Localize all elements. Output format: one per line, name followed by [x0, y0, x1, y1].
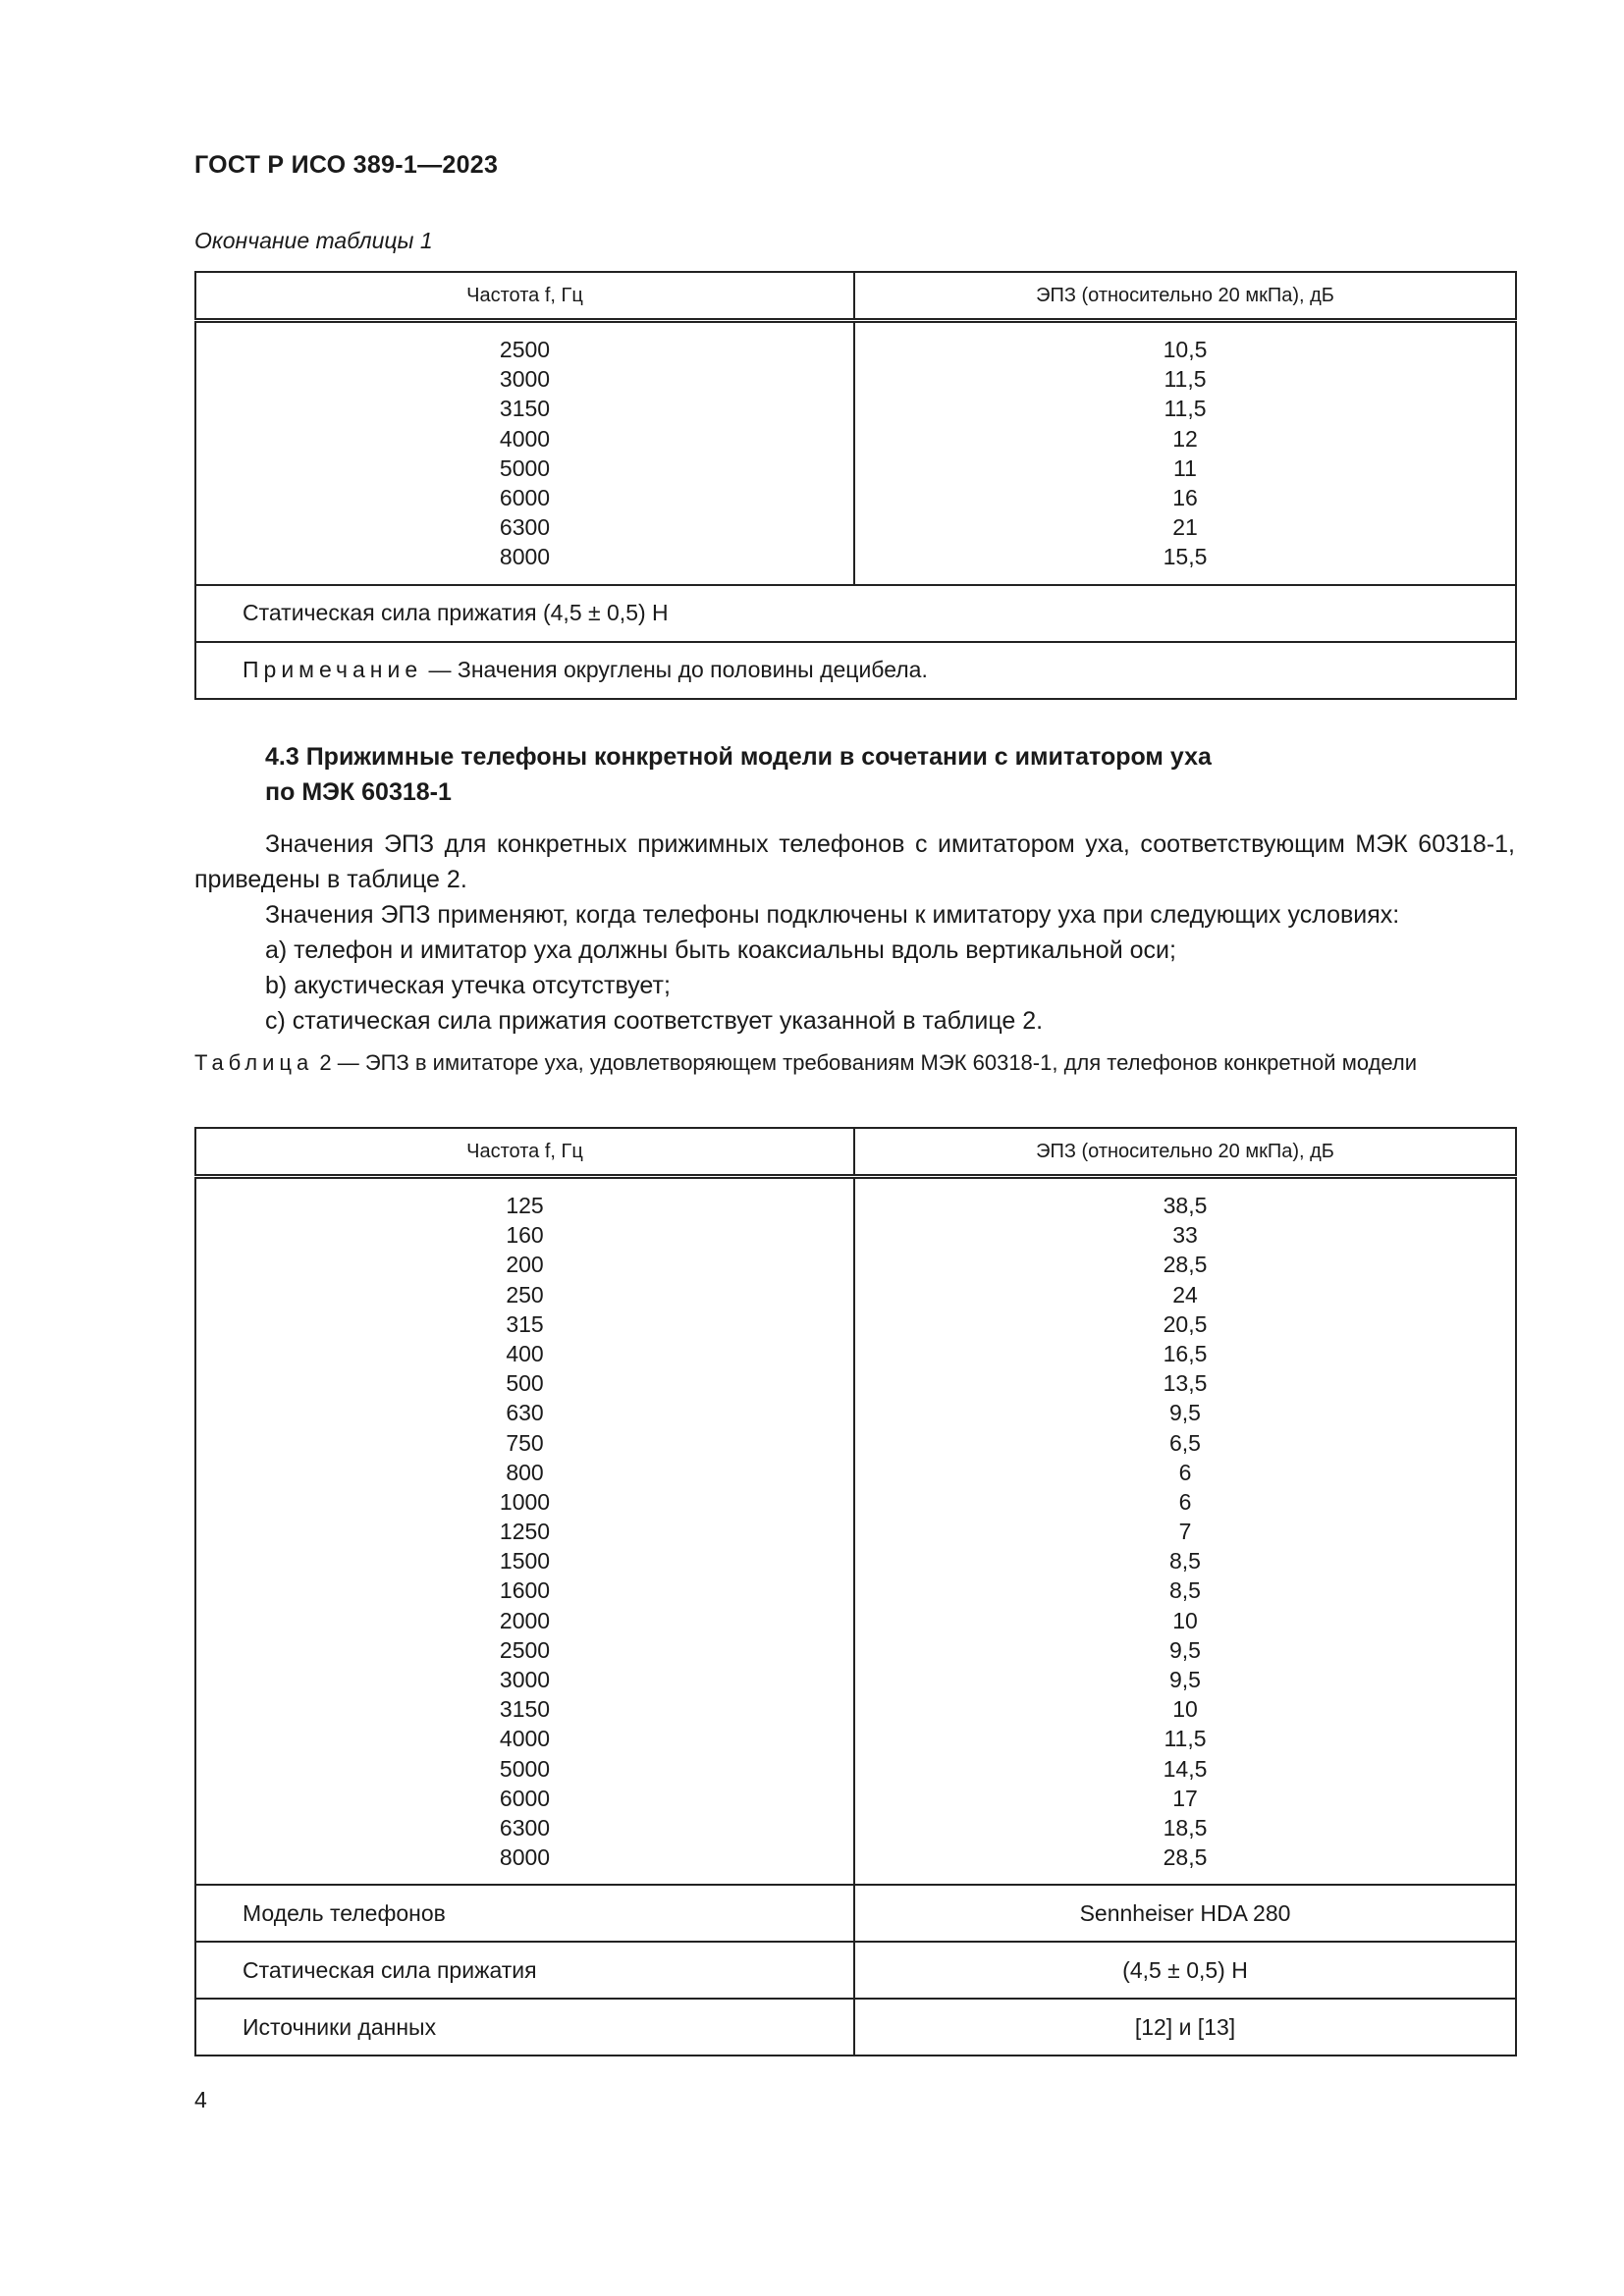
table-cell-value: 16,5 — [1163, 1340, 1208, 1366]
table1-note-row — [195, 642, 1516, 699]
table-cell-value: 3000 — [499, 366, 551, 393]
table-cell-value: 14,5 — [1163, 1755, 1208, 1782]
list-item: а) телефон и имитатор уха должны быть коаксиальны вдоль вертикальной оси; — [265, 936, 1176, 964]
table2-caption-label: Таблица — [194, 1050, 314, 1075]
table-cell-value: 250 — [506, 1281, 544, 1308]
table1-header-frequency: Частота f, Гц — [195, 272, 854, 321]
table-cell-value: 10 — [1172, 1607, 1198, 1633]
table2-caption-text: 2 — ЭПЗ в имитаторе уха, удовлетворяющем требованиям МЭК 60318-1, для телефонов конкретной модели — [313, 1050, 1418, 1075]
table-cell-value: 38,5 — [1163, 1193, 1208, 1218]
table-cell-value: 33 — [1172, 1222, 1198, 1249]
table-cell-value: 18,5 — [1163, 1814, 1208, 1841]
table-cell-value: 2000 — [499, 1607, 551, 1633]
table-cell-value: 315 — [506, 1310, 544, 1337]
table-cell-value: 5000 — [499, 1755, 551, 1782]
table-2 — [194, 1127, 1517, 2056]
table-cell-value: 9,5 — [1169, 1400, 1201, 1426]
table-cell-value: 3150 — [499, 1696, 551, 1723]
table-cell-value: 11 — [1173, 454, 1197, 481]
table-cell-value: 11,5 — [1164, 366, 1207, 393]
table-cell-value: 2500 — [499, 1636, 551, 1663]
table-cell-value: 17 — [1172, 1785, 1198, 1811]
table2-model-label: Модель телефонов — [195, 1885, 854, 1942]
table-cell-value: 8000 — [499, 544, 551, 570]
note-text: — Значения округлены до половины децибела. — [422, 657, 928, 682]
table2-force-label: Статическая сила прижатия — [195, 1942, 854, 1999]
table1-header-rete: ЭПЗ (относительно 20 мкПа), дБ — [854, 272, 1516, 321]
table-cell-value: 6300 — [499, 1814, 551, 1841]
table-cell-value: 8000 — [499, 1844, 551, 1871]
table1-frequency-column — [195, 321, 854, 585]
list-item: b) акустическая утечка отсутствует; — [265, 972, 671, 999]
table-cell-value: 630 — [506, 1400, 544, 1426]
table-cell-value: 160 — [506, 1222, 544, 1249]
table-cell-value: 4000 — [499, 1726, 551, 1752]
table-cell-value: 20,5 — [1163, 1310, 1208, 1337]
table-cell-value: 6 — [1178, 1488, 1192, 1515]
paragraph-conditions: Значения ЭПЗ применяют, когда телефоны подключены к имитатору уха при следующих условиях: — [265, 901, 1400, 929]
table-cell-value: 200 — [506, 1252, 544, 1278]
table-cell-value: 16 — [1172, 484, 1198, 510]
table2-header-rete: ЭПЗ (относительно 20 мкПа), дБ — [854, 1128, 1516, 1177]
table2-sources-label: Источники данных — [195, 1999, 854, 2056]
section-heading-line1: 4.3 Прижимные телефоны конкретной модели в сочетании с имитатором уха — [265, 743, 1212, 771]
page-number: 4 — [194, 2087, 207, 2112]
table2-sources-value: [12] и [13] — [854, 1999, 1516, 2056]
table-cell-value: 24 — [1172, 1281, 1198, 1308]
table-cell-value: 3000 — [499, 1667, 551, 1692]
table-cell-value: 5000 — [499, 454, 551, 481]
table-cell-value: 28,5 — [1163, 1252, 1208, 1278]
table-cell-value: 1500 — [499, 1548, 551, 1575]
table2-frequency-column — [195, 1177, 854, 1886]
table-cell-value: 750 — [506, 1429, 544, 1456]
table-cell-value: 7 — [1178, 1519, 1192, 1545]
table-1 — [194, 271, 1517, 700]
table-cell-value: 10,5 — [1163, 337, 1208, 362]
table-cell-value: 28,5 — [1163, 1844, 1208, 1871]
table-cell-value: 9,5 — [1169, 1667, 1201, 1692]
table-cell-value: 13,5 — [1163, 1370, 1208, 1397]
note-label: Примечание — [243, 657, 423, 682]
table-cell-value: 6300 — [499, 514, 551, 541]
table2-caption — [194, 1048, 1515, 1078]
table-cell-value: 15,5 — [1163, 544, 1208, 570]
table2-model-value: Sennheiser HDA 280 — [854, 1885, 1516, 1942]
table-cell-value: 6000 — [499, 1785, 551, 1811]
table-cell-value: 8,5 — [1169, 1577, 1201, 1604]
document-code: ГОСТ Р ИСО 389-1—2023 — [194, 151, 499, 179]
table2-header-frequency: Частота f, Гц — [195, 1128, 854, 1177]
table-cell-value: 1600 — [499, 1577, 551, 1604]
table1-static-force-row: Статическая сила прижатия (4,5 ± 0,5) Н — [195, 585, 1516, 642]
paragraph-intro: Значения ЭПЗ для конкретных прижимных телефонов с имитатором уха, соответствующим МЭК 60318-1, приведены в таблице 2. — [194, 830, 1515, 893]
table2-force-value: (4,5 ± 0,5) Н — [854, 1942, 1516, 1999]
table-cell-value: 800 — [506, 1459, 544, 1485]
section-heading — [265, 739, 1443, 810]
table-cell-value: 2500 — [499, 337, 551, 362]
table-cell-value: 6 — [1178, 1459, 1192, 1485]
table-cell-value: 1250 — [499, 1519, 551, 1545]
table-cell-value: 12 — [1172, 425, 1198, 452]
table-cell-value: 9,5 — [1169, 1636, 1201, 1663]
table-cell-value: 11,5 — [1164, 396, 1207, 422]
table-cell-value: 8,5 — [1169, 1548, 1201, 1575]
table-cell-value: 21 — [1172, 514, 1198, 541]
table-cell-value: 4000 — [499, 425, 551, 452]
table-cell-value: 6000 — [499, 484, 551, 510]
table-cell-value: 1000 — [499, 1488, 551, 1515]
table-cell-value: 10 — [1172, 1696, 1198, 1723]
table-cell-value: 500 — [506, 1370, 544, 1397]
table1-continuation-caption: Окончание таблицы 1 — [194, 228, 433, 253]
table-cell-value: 125 — [506, 1193, 544, 1218]
table2-value-column — [854, 1177, 1516, 1886]
table-cell-value: 3150 — [499, 396, 551, 422]
table-cell-value: 6,5 — [1169, 1429, 1201, 1456]
table-cell-value: 11,5 — [1164, 1726, 1207, 1752]
table-cell-value: 400 — [506, 1340, 544, 1366]
table1-value-column — [854, 321, 1516, 585]
section-heading-line2: по МЭК 60318-1 — [265, 778, 452, 806]
list-item: c) статическая сила прижатия соответствует указанной в таблице 2. — [265, 1007, 1044, 1035]
